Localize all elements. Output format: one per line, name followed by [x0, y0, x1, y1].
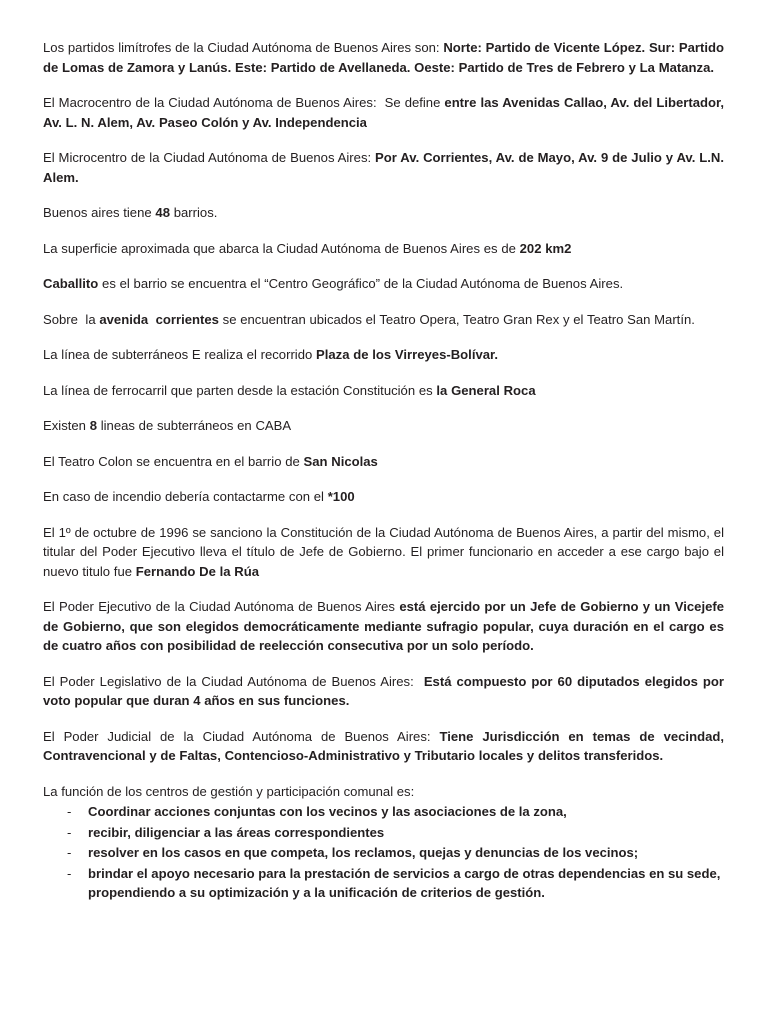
paragraph-bold-text: Plaza de los Virreyes-Bolívar. — [316, 347, 499, 362]
list-item — [43, 823, 724, 843]
paragraph-constitucion-1996 — [43, 523, 728, 582]
paragraph-bold-text: avenida corrientes — [99, 311, 219, 327]
barrios-count-value: 48 — [155, 205, 170, 220]
paragraph-bold-text: San Nicolas — [303, 453, 378, 469]
paragraph-caballito — [43, 274, 724, 294]
paragraph-incendio-telefono — [43, 487, 724, 507]
paragraph-lead-text: Existen — [43, 418, 90, 433]
paragraph-bold-text: entre las Avenidas Callao, Av. del Libertador, Av. L. N. Alem, Av. Paseo Colón y Av. Independencia — [43, 95, 724, 130]
funciones-list — [43, 802, 724, 903]
paragraph-bold-text: Fernando De la Rúa — [135, 563, 260, 579]
paragraph-tail-text: se encuentran ubicados el Teatro Opera, Teatro Gran Rex y el Teatro San Martín. — [218, 311, 695, 327]
paragraph-partidos-limitrofes — [43, 38, 724, 77]
list-item — [43, 802, 724, 822]
paragraph-avenida-corrientes — [43, 310, 724, 330]
paragraph-tail-text: barrios. — [169, 205, 218, 220]
superficie-value: 202 km2 — [519, 240, 572, 256]
list-item-label: brindar el apoyo necesario para la prestación de servicios a cargo de otras dependencias en su sede, propendiendo a su optimización y a la unificación de criterios de gestión. — [88, 865, 721, 900]
emergency-number-value: *100 — [327, 489, 355, 504]
paragraph-bold-text: Por Av. Corrientes, Av. de Mayo, Av. 9 de Julio y Av. L.N. Alem. — [43, 150, 724, 185]
paragraph-lead-text: El Teatro Colon se encuentra en el barrio de — [43, 453, 304, 469]
list-intro-centros-gestion: La función de los centros de gestión y participación comunal es: — [43, 783, 415, 799]
paragraph-lead-text: La línea de subterráneos E realiza el recorrido — [43, 347, 317, 362]
paragraph-bold-text: la General Roca — [436, 382, 536, 398]
paragraph-poder-ejecutivo — [43, 597, 724, 656]
dash-marker-icon: - — [67, 865, 72, 881]
paragraph-tail-text: es el barrio se encuentra el “Centro Geográfico” de la Ciudad Autónoma de Buenos Aires. — [98, 276, 624, 291]
paragraph-lead-text: Buenos aires tiene — [43, 205, 156, 220]
dash-marker-icon: - — [67, 845, 72, 860]
paragraph-lead-text: El Poder Ejecutivo de la Ciudad Autónoma de Buenos Aires — [43, 599, 400, 614]
paragraph-bold-text: está ejercido por un Jefe de Gobierno y un Vicejefe de Gobierno, que son elegidos democráticamente mediante sufragio popular, cuya duración en el cargo es de cuatro años con posibilidad de reelección consecutiva por un solo período. — [43, 599, 725, 653]
lineas-subte-count-value: 8 — [89, 418, 97, 433]
list-item — [43, 864, 724, 903]
dash-marker-icon: - — [67, 804, 72, 819]
paragraph-bold-text: Norte: Partido de Vicente López. Sur: Partido de Lomas de Zamora y Lanús. Este: Partido de Avellaneda. Oeste: Partido de Tres de Febrero y La Matanza. — [43, 40, 725, 75]
paragraph-lead-text: El Poder Judicial de la Ciudad Autónoma de Buenos Aires: — [43, 728, 440, 744]
paragraph-lead-text: El Macrocentro de la Ciudad Autónoma de Buenos Aires: Se define — [43, 95, 445, 110]
paragraph-teatro-colon — [43, 452, 724, 472]
list-item-label: recibir, diligenciar a las áreas correspondientes — [88, 824, 385, 840]
paragraph-poder-legislativo — [43, 672, 724, 711]
list-item-label: Coordinar acciones conjuntas con los vecinos y las asociaciones de la zona, — [88, 804, 567, 819]
dash-marker-icon: - — [67, 824, 72, 840]
paragraph-bold-text: Está compuesto por 60 diputados elegidos por voto popular que duran 4 años en sus funciones. — [43, 673, 724, 708]
paragraph-ferrocarril — [43, 381, 724, 401]
paragraph-lead-text: En caso de incendio debería contactarme con el — [43, 489, 328, 504]
paragraph-macrocentro — [43, 93, 724, 132]
paragraph-microcentro — [43, 148, 724, 187]
list-item — [43, 843, 724, 863]
paragraph-bold-text: Tiene Jurisdicción en temas de vecindad, Contravencional y de Faltas, Contencioso-Administrativo y Tributario locales y delitos transferidos. — [43, 728, 724, 763]
paragraph-lead-text: El 1º de octubre de 1996 se sanciono la Constitución de la Ciudad Autónoma de Buenos Aires, a partir del mismo, el titular del Poder Ejecutivo lleva el título de Jefe de Gobierno. El primer funcionario en acceder a ese cargo bajo el nuevo titulo fue — [43, 524, 728, 579]
paragraph-lineas-subterraneos — [43, 416, 724, 436]
paragraph-poder-judicial — [43, 727, 724, 766]
paragraph-tail-text: lineas de subterráneos en CABA — [96, 418, 292, 433]
document-body — [43, 38, 728, 903]
paragraph-lead-text: Sobre la — [43, 311, 100, 327]
paragraph-subte-linea-e — [43, 345, 724, 365]
paragraph-cantidad-barrios — [43, 203, 724, 223]
paragraph-superficie — [43, 239, 724, 259]
paragraph-lead-text: La superficie aproximada que abarca la Ciudad Autónoma de Buenos Aires es de — [43, 240, 520, 256]
paragraph-bold-text: Caballito — [43, 276, 99, 291]
paragraph-lead-text: La línea de ferrocarril que parten desde la estación Constitución es — [43, 382, 437, 398]
paragraph-lead-text: El Poder Legislativo de la Ciudad Autónoma de Buenos Aires: — [43, 673, 424, 689]
list-item-label: resolver en los casos en que competa, los reclamos, quejas y denuncias de los vecinos; — [88, 845, 639, 860]
paragraph-lead-text: El Microcentro de la Ciudad Autónoma de Buenos Aires: — [43, 150, 376, 165]
paragraph-lead-text: Los partidos limítrofes de la Ciudad Autónoma de Buenos Aires son: — [43, 40, 444, 55]
